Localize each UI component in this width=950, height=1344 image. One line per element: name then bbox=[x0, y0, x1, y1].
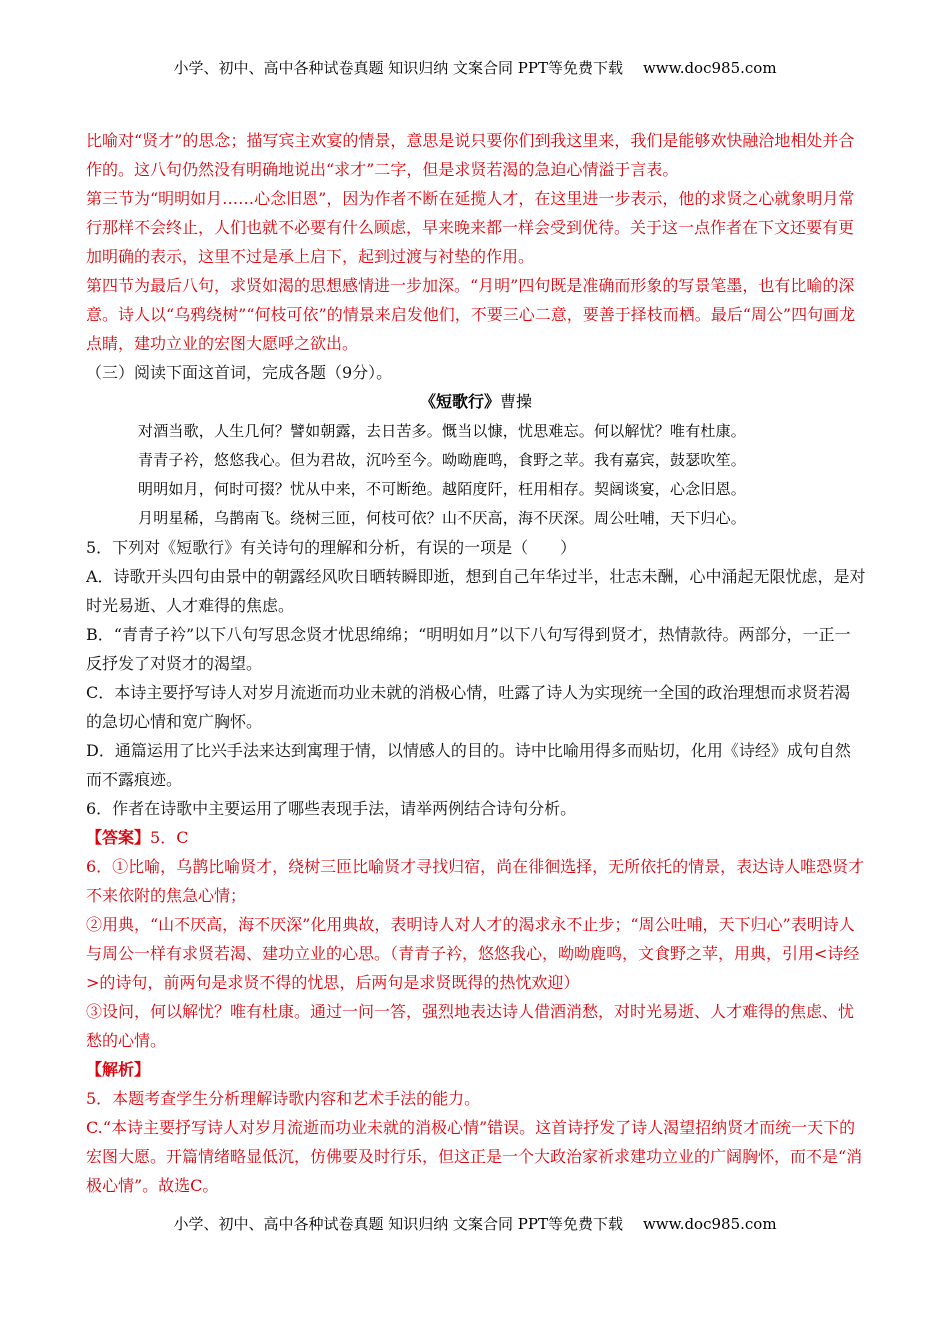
analysis-paragraph: 第四节为最后八句，求贤如渴的思想感情进一步加深。“月明”四句既是准确而形象的写景笔墨，也有比喻的深意。诗人以“乌鸦绕树”“何枝可依”的情景来启发他们，不要三心二意，要善于择枝而栖。最后“周公”四句画龙点睛，建功立业的宏图大愿呼之欲出。 bbox=[86, 276, 856, 353]
poem-title-text: 《短歌行》 bbox=[419, 392, 500, 411]
question-6: 6．作者在诗歌中主要运用了哪些表现手法，请举两例结合诗句分析。 bbox=[86, 799, 577, 818]
option-a: A．诗歌开头四句由景中的朝露经风吹日晒转瞬即逝，想到自己年华过半，壮志未酬，心中涌起无限忧虑，是对时光易逝、人才难得的焦虑。 bbox=[86, 567, 866, 615]
option-c: C．本诗主要抒写诗人对岁月流逝而功业未就的消极心情，吐露了诗人为实现统一全国的政治理想而求贤若渴的急切心情和宽广胸怀。 bbox=[86, 683, 851, 731]
analysis-paragraph: 比喻对“贤才”的思念；描写宾主欢宴的情景，意思是说只要你们到我这里来，我们是能够欢快融洽地相处并合作的。这八句仍然没有明确地说出“求才”二字，但是求贤若渴的急迫心情溢于言表。 bbox=[86, 131, 855, 179]
footer-url[interactable]: www.doc985.com bbox=[642, 1215, 777, 1233]
analysis-paragraph: 第三节为“明明如月……心念旧恩”，因为作者不断在延揽人才，在这里进一步表示，他的求贤之心就象明月常行那样不会终止，人们也就不必要有什么顾虑，早来晚来都一样会受到优待。关于这一点作者在下文还要有更加明确的表示，这里不过是承上启下，起到过渡与衬垫的作用。 bbox=[86, 189, 855, 266]
document-body bbox=[86, 126, 866, 1200]
poem-line: 明明如月，何时可掇？忧从中来，不可断绝。越陌度阡，枉用相存。契阔谈宴，心念旧恩。 bbox=[138, 480, 747, 498]
page-header bbox=[0, 57, 950, 78]
option-b: B．“青青子衿”以下八句写思念贤才忧思绵绵；“明明如月”以下八句写得到贤才，热情款待。两部分，一正一反抒发了对贤才的渴望。 bbox=[86, 625, 851, 673]
poem-line: 月明星稀，乌鹊南飞。绕树三匝，何枝可依？山不厌高，海不厌深。周公吐哺，天下归心。 bbox=[138, 509, 747, 527]
footer-text: 小学、初中、高中各种试卷真题 知识归纳 文案合同 PPT等免费下载 bbox=[173, 1215, 623, 1233]
answer-line bbox=[86, 823, 866, 852]
poem-line: 对酒当歌，人生几何？譬如朝露，去日苦多。慨当以慷，忧思难忘。何以解忧？唯有杜康。 bbox=[138, 422, 747, 440]
poem-author: 曹操 bbox=[500, 392, 533, 411]
explanation-item: 5．本题考查学生分析理解诗歌内容和艺术手法的能力。 bbox=[86, 1089, 481, 1108]
poem-line: 青青子衿，悠悠我心。但为君故，沉吟至今。呦呦鹿鸣，食野之苹。我有嘉宾，鼓瑟吹笙。 bbox=[138, 451, 747, 469]
page-footer bbox=[0, 1213, 950, 1234]
answer-q6-item: ③设问，何以解忧？唯有杜康。通过一问一答，强烈地表达诗人借酒消愁，对时光易逝、人才难得的焦虑、忧愁的心情。 bbox=[86, 1002, 855, 1050]
answer-label: 【答案】 bbox=[86, 828, 151, 847]
poem-title bbox=[86, 387, 866, 417]
answer-q5: 5．C bbox=[150, 828, 189, 847]
answer-q6-item: ②用典，“山不厌高，海不厌深”化用典故，表明诗人对人才的渴求永不止步；“周公吐哺，天下归心”表明诗人与周公一样有求贤若渴、建功立业的心思。（青青子衿，悠悠我心，呦呦鹿鸣，文食野之苹，用典，引用<诗经>的诗句，前两句是求贤不得的忧思，后两句是求贤既得的热忱欢迎） bbox=[86, 915, 860, 992]
explanation-item: C.“本诗主要抒写诗人对岁月流逝而功业未就的消极心情”错误。这首诗抒发了诗人渴望招纳贤才而统一天下的宏图大愿。开篇情绪略显低沉，仿佛要及时行乐，但这正是一个大政治家祈求建功立业的广阔胸怀，而不是“消极心情”。故选C。 bbox=[86, 1118, 863, 1195]
header-url[interactable]: www.doc985.com bbox=[642, 59, 777, 77]
answer-q6-item: 6．①比喻，乌鹊比喻贤才，绕树三匝比喻贤才寻找归宿，尚在徘徊选择，无所依托的情景，表达诗人唯恐贤才不来依附的焦急心情； bbox=[86, 857, 865, 905]
explanation-label: 【解析】 bbox=[86, 1060, 151, 1079]
question-5: 5．下列对《短歌行》有关诗句的理解和分析，有误的一项是（ ） bbox=[86, 538, 577, 557]
section-intro: （三）阅读下面这首词，完成各题（9分）。 bbox=[86, 363, 393, 382]
poem-body bbox=[86, 417, 866, 533]
header-text: 小学、初中、高中各种试卷真题 知识归纳 文案合同 PPT等免费下载 bbox=[173, 59, 623, 77]
option-d: D．通篇运用了比兴手法来达到寓理于情，以情感人的目的。诗中比喻用得多而贴切，化用《诗经》成句自然而不露痕迹。 bbox=[86, 741, 851, 789]
